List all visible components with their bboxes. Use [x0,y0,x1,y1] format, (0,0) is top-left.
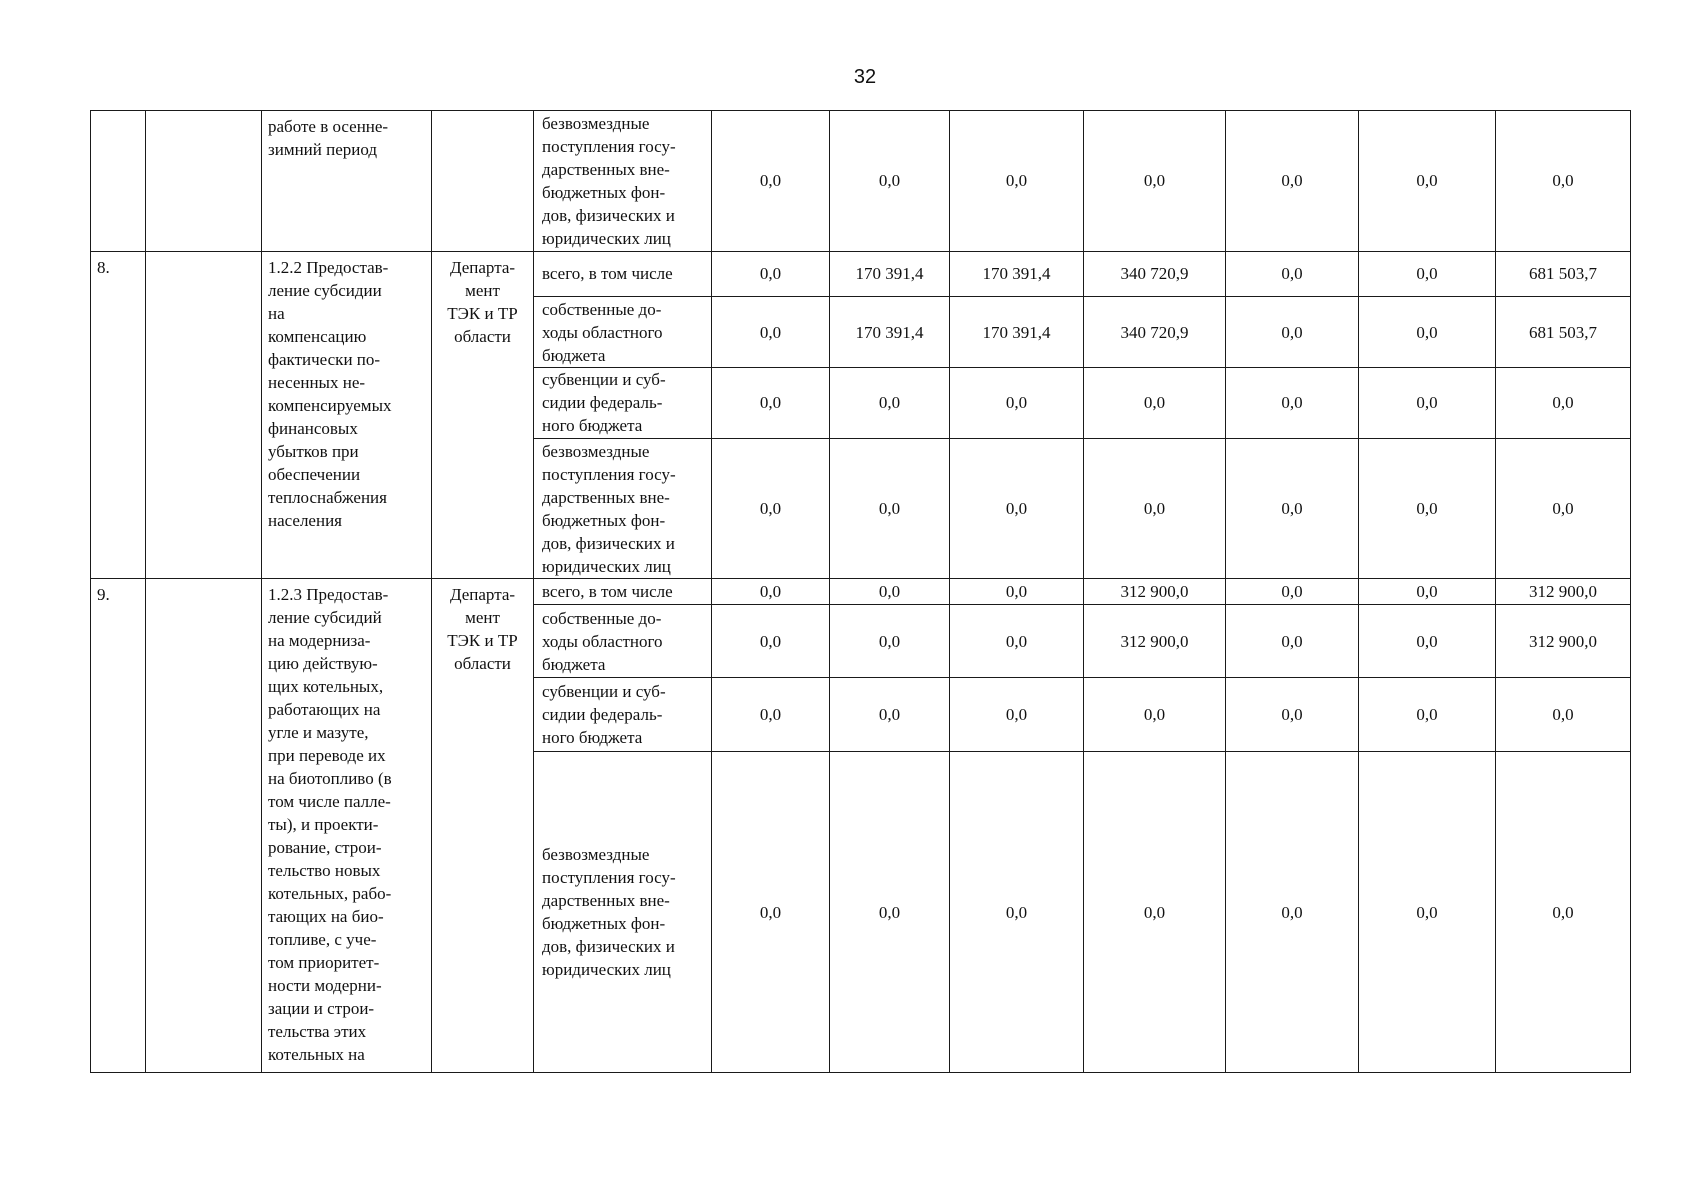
amount-cell: 0,0 [1359,438,1496,579]
amount-cell: 0,0 [1496,111,1631,252]
text-line: всего, в том числе [542,581,673,601]
text-line: всего, в том числе [542,264,673,284]
text-line: поступления госу- [542,136,676,156]
amount-cell: 0,0 [830,752,950,1073]
text-line: ление субсидий [268,608,382,628]
amount-cell: 0,0 [712,604,830,678]
empty-cell [146,579,262,1073]
amount-cell: 0,0 [712,438,830,579]
text-line: рование, строи- [268,838,382,858]
funding-source [534,579,712,604]
text-line: дов, физических и [542,205,675,225]
text-line: дарственных вне- [542,159,670,179]
text-line: ного бюджета [542,416,643,436]
text-line: бюджетных фон- [542,914,666,934]
row-index: 9. [91,579,146,1073]
amount-cell: 0,0 [1496,678,1631,752]
text-line: тельство новых [268,861,381,881]
amount-cell: 0,0 [830,111,950,252]
amount-cell: 0,0 [712,251,830,297]
text-line: 1.2.3 Предостав- [268,585,389,605]
amount-cell: 340 720,9 [1084,251,1226,297]
text-line: финансовых [268,418,358,438]
responsible-department [432,111,534,252]
amount-cell: 0,0 [1359,678,1496,752]
amount-cell: 0,0 [950,111,1084,252]
funding-source [534,438,712,579]
budget-table [90,110,1631,1073]
amount-cell: 0,0 [1084,678,1226,752]
text-line: субвенции и суб- [542,370,666,390]
amount-cell: 0,0 [1359,251,1496,297]
amount-cell: 340 720,9 [1084,297,1226,368]
text-line: работе в осенне- [268,117,389,136]
text-line: субвенции и суб- [542,682,666,702]
text-line: при переводе их [268,746,386,766]
text-line: сидии федераль- [542,393,663,413]
amount-cell: 0,0 [1226,579,1359,604]
row-index [91,111,146,252]
text-line: компенсируемых [268,395,392,415]
text-line: дарственных вне- [542,891,670,911]
amount-cell: 0,0 [1359,111,1496,252]
text-line: поступления госу- [542,868,676,888]
funding-source [534,367,712,438]
funding-source [534,297,712,368]
amount-cell: 0,0 [712,579,830,604]
amount-cell: 170 391,4 [830,297,950,368]
text-line: 1.2.2 Предостав- [268,257,389,277]
amount-cell: 0,0 [950,438,1084,579]
text-line: зации и строи- [268,999,375,1019]
text-line: дарственных вне- [542,487,670,507]
text-line: ного бюджета [542,728,643,748]
amount-cell: 312 900,0 [1496,579,1631,604]
text-line: собственные до- [542,608,662,628]
amount-cell: 0,0 [1359,752,1496,1073]
text-line: убытков при [268,441,359,461]
text-line: на модерниза- [268,631,371,651]
text-line: населения [268,510,342,530]
text-line: поступления госу- [542,464,676,484]
text-line: ности модерни- [268,976,382,996]
text-line: безвозмездные [542,845,650,865]
text-line: области [454,326,511,346]
amount-cell: 0,0 [950,579,1084,604]
amount-cell: 312 900,0 [1496,604,1631,678]
amount-cell: 0,0 [1496,752,1631,1073]
amount-cell: 681 503,7 [1496,297,1631,368]
amount-cell: 0,0 [950,604,1084,678]
amount-cell: 170 391,4 [950,297,1084,368]
funding-source [534,752,712,1073]
text-line: сидии федераль- [542,705,663,725]
text-line: Департа- [449,257,516,277]
funding-source [534,678,712,752]
text-line: зимний период [268,140,378,159]
responsible-department [432,579,534,1073]
amount-cell: 0,0 [1226,752,1359,1073]
text-line: безвозмездные [542,113,650,133]
funding-source [534,251,712,297]
funding-source [534,604,712,678]
amount-cell: 0,0 [712,367,830,438]
text-line: котельных на [268,1045,365,1065]
text-line: том числе палле- [268,792,391,812]
text-line: фактически по- [268,349,381,369]
amount-cell: 0,0 [950,678,1084,752]
text-line: щих котельных, [268,677,384,697]
funding-source [534,111,712,252]
text-line: теплоснабжения [268,487,387,507]
measure-title [262,111,432,252]
text-line: юридических лиц [542,228,671,248]
amount-cell: 0,0 [950,752,1084,1073]
amount-cell: 0,0 [1084,438,1226,579]
text-line: на [268,303,285,323]
text-line: бюджета [542,345,606,365]
text-line: мент [465,280,500,300]
amount-cell: 681 503,7 [1496,251,1631,297]
amount-cell: 0,0 [1226,438,1359,579]
text-line: тельства этих [268,1022,367,1042]
amount-cell: 0,0 [712,111,830,252]
amount-cell: 0,0 [1359,297,1496,368]
table-row [91,111,1631,252]
text-line: работающих на [268,700,381,720]
text-line: ТЭК и ТР [447,631,518,651]
amount-cell: 0,0 [830,678,950,752]
amount-cell: 0,0 [830,438,950,579]
text-line: мент [465,608,500,628]
amount-cell: 312 900,0 [1084,604,1226,678]
amount-cell: 0,0 [830,579,950,604]
row-index: 8. [91,251,146,579]
amount-cell: 0,0 [1226,367,1359,438]
text-line: бюджетных фон- [542,182,666,202]
responsible-department [432,251,534,579]
amount-cell: 0,0 [712,297,830,368]
amount-cell: 0,0 [1226,111,1359,252]
amount-cell: 0,0 [950,367,1084,438]
text-line: обеспечении [268,464,361,484]
amount-cell: 0,0 [1359,604,1496,678]
amount-cell: 170 391,4 [950,251,1084,297]
text-line: цию действую- [268,654,378,674]
text-line: тающих на био- [268,907,384,927]
amount-cell: 0,0 [1226,251,1359,297]
amount-cell: 170 391,4 [830,251,950,297]
text-line: Департа- [449,585,516,605]
text-line: ходы областного [542,631,663,651]
text-line: компенсацию [268,326,367,346]
text-line: несенных не- [268,372,366,392]
amount-cell: 312 900,0 [1084,579,1226,604]
text-line: бюджетных фон- [542,510,666,530]
amount-cell: 0,0 [1359,579,1496,604]
text-line: угле и мазуте, [268,723,369,743]
amount-cell: 0,0 [830,604,950,678]
empty-cell [146,251,262,579]
text-line: дов, физических и [542,533,675,553]
measure-title [262,251,432,579]
text-line: ходы областного [542,322,663,342]
amount-cell: 0,0 [712,752,830,1073]
text-line: ление субсидии [268,280,382,300]
text-line: юридических лиц [542,960,671,980]
amount-cell: 0,0 [1496,367,1631,438]
text-line: том приоритет- [268,953,380,973]
text-line: собственные до- [542,299,662,319]
amount-cell: 0,0 [712,678,830,752]
amount-cell: 0,0 [1226,678,1359,752]
page-number: 32 [853,66,877,88]
text-line: ТЭК и ТР [447,303,518,323]
text-line: котельных, рабо- [268,884,392,904]
text-line: безвозмездные [542,441,650,461]
amount-cell: 0,0 [830,367,950,438]
text-line: ты), и проекти- [268,815,379,835]
text-line: дов, физических и [542,937,675,957]
text-line: топливе, с уче- [268,930,377,950]
text-line: бюджета [542,654,606,674]
measure-title [262,579,432,1073]
text-line: юридических лиц [542,556,671,576]
empty-cell [146,111,262,252]
amount-cell: 0,0 [1084,752,1226,1073]
amount-cell: 0,0 [1226,297,1359,368]
amount-cell: 0,0 [1496,438,1631,579]
text-line: на биотопливо (в [268,769,392,789]
text-line: области [454,654,511,674]
table-row [91,579,1631,604]
amount-cell: 0,0 [1084,111,1226,252]
amount-cell: 0,0 [1226,604,1359,678]
table-row [91,251,1631,297]
amount-cell: 0,0 [1084,367,1226,438]
amount-cell: 0,0 [1359,367,1496,438]
